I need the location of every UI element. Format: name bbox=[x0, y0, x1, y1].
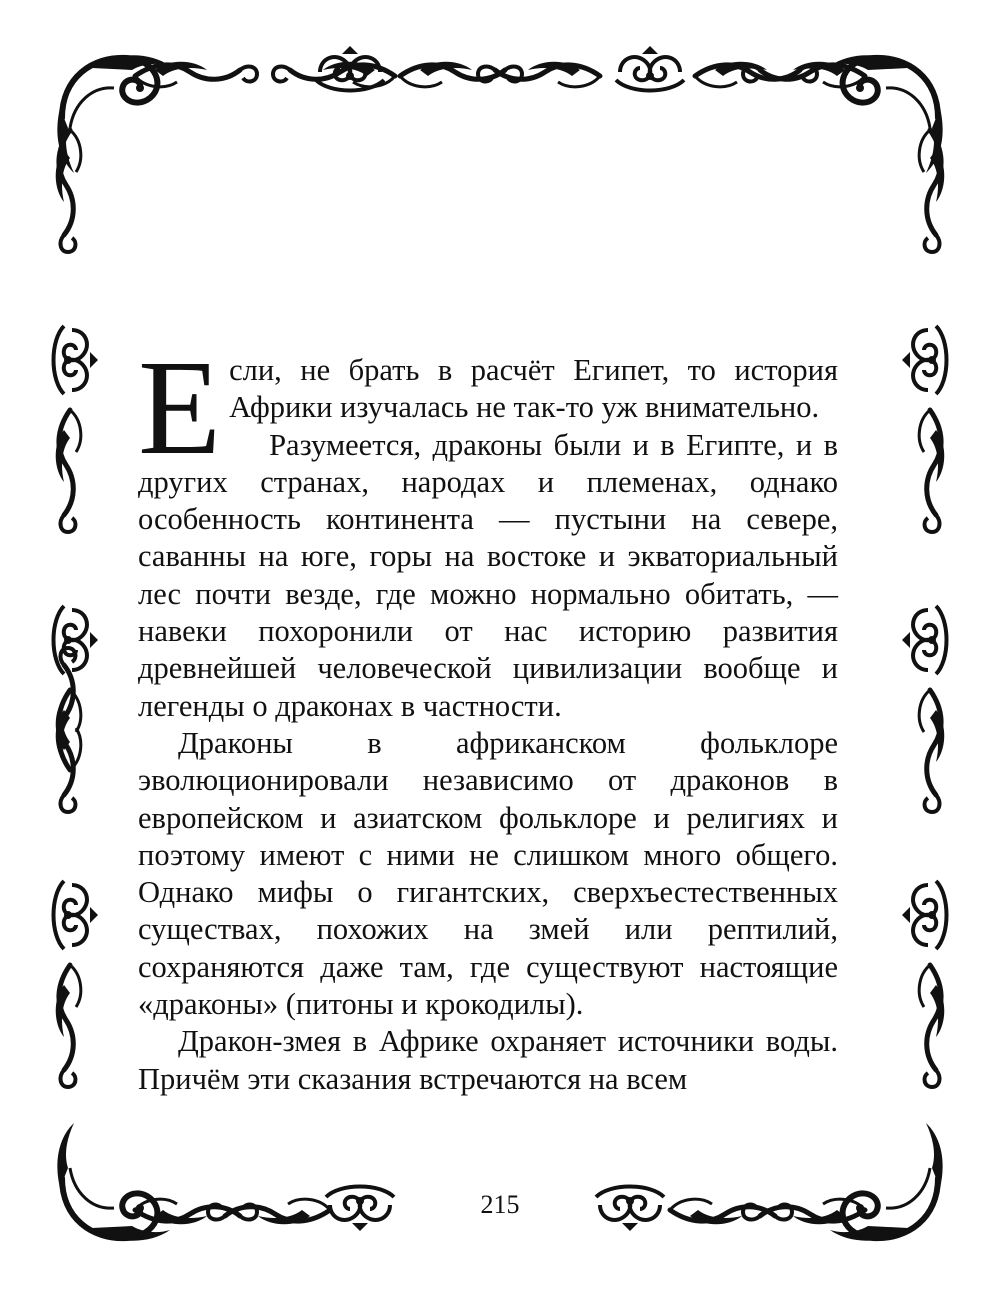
drop-cap: Е bbox=[138, 333, 222, 483]
paragraph-3: Драконы в африканском фольклоре эволюционировали независимо от драконов в европейском и азиатском фольклоре и религиях и поэтому имеют с ними не слишком много общего. Однако мифы о гигантских, сверхъестественных существах, похожих на змей или рептилий, сохраняются даже там, где существуют настоящие «драконы» (питоны и крокодилы). bbox=[138, 725, 838, 1022]
paragraph-2: Разумеется, драконы были и в Египте, и в других странах, народах и племенах, однако особенность континента — пустыни на севере, саванны на юге, горы на востоке и экваториальный лес почти везде, где можно нормально обитать, — навеки похоронили от нас историю развития древнейшей человеческой цивилизации вообще и легенды о драконах в частности. bbox=[138, 427, 838, 723]
paragraph-4: Дракон-змея в Африке охраняет источники воды. Причём эти сказания встречаются на всем bbox=[138, 1024, 838, 1096]
page-number: 215 bbox=[480, 1190, 520, 1219]
paragraph-1-text: сли, не брать в расчёт Египет, то история Африки изучалась не так-то уж внимательно. bbox=[229, 353, 838, 425]
paragraph-1 bbox=[138, 333, 838, 483]
body-text bbox=[138, 333, 838, 1098]
